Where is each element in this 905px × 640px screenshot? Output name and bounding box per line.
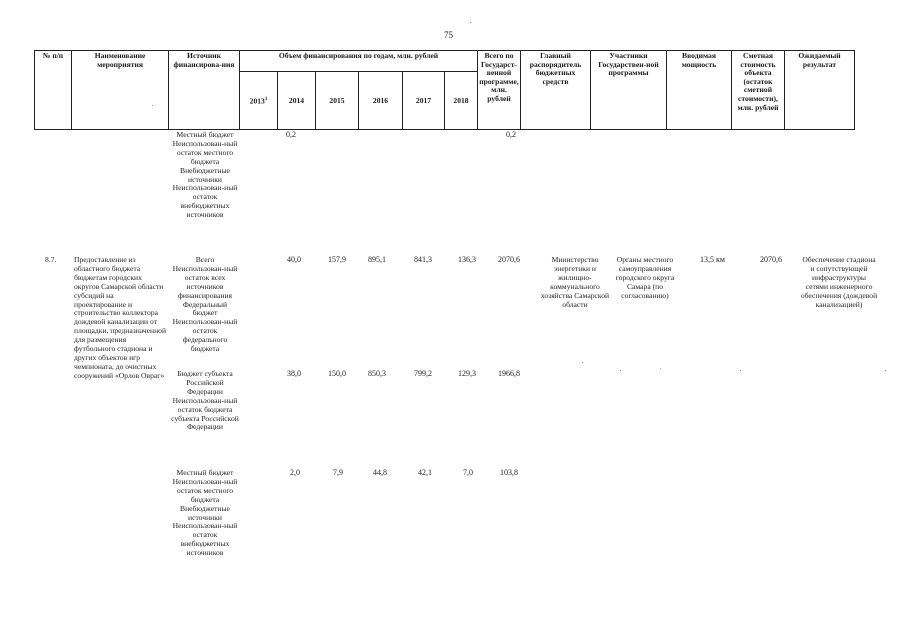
- prev-source-item: Неиспользован-ный остаток местного бюджета: [172, 138, 238, 166]
- row-2-value-2014: 38,0: [287, 369, 301, 378]
- row-1-value-2016: 895,1: [368, 255, 386, 264]
- item-participants: Органы местного самоуправления городского округа Самара (по согласованию): [615, 255, 675, 300]
- prev-source-item: Неиспользован-ный остаток внебюджетных источников: [172, 183, 238, 220]
- row-3-value-2014: 2,0: [290, 468, 300, 477]
- row-3-value-2015: 7,9: [333, 468, 343, 477]
- item-result: Обеспечение стадиона и сопутствующей инфраструктуры сетями инженерного обеспечения (дождевой канализацией): [800, 255, 878, 309]
- scan-speck: [582, 362, 583, 363]
- row-1-value-2018: 136,3: [458, 255, 476, 264]
- row-1-value-2017: 841,3: [414, 255, 432, 264]
- scan-speck: [740, 370, 741, 371]
- col-header-total: Всего по Государст-венной программе, млн. рублей: [478, 51, 521, 130]
- col-header-capacity: Вводимая мощность: [667, 51, 732, 130]
- prev-source-list: [170, 131, 240, 220]
- col-header-year-2013: 2013$^1$: [240, 72, 278, 130]
- row-2-value-2016: 850,3: [368, 369, 386, 378]
- table-header: [34, 50, 855, 130]
- row-3-value-2016: 44,8: [373, 468, 387, 477]
- row-2-total: 1966,8: [498, 369, 520, 378]
- col-header-num: № п/п: [35, 51, 72, 130]
- page-number: 75: [444, 30, 453, 40]
- scan-speck: [152, 105, 153, 106]
- row-1-total: 2070,6: [498, 255, 520, 264]
- scan-speck: [660, 368, 661, 369]
- row-2-value-2015: 150,0: [328, 369, 346, 378]
- col-header-year-2018: 2018: [445, 72, 478, 130]
- col-header-estimate: Сметная стоимость объекта (остаток сметной стоимости), млн. рублей: [732, 51, 785, 130]
- col-header-manager: Главный распорядитель бюджетных средств: [521, 51, 591, 130]
- row-1-value-2015: 157,9: [328, 255, 346, 264]
- col-header-year-2014: 2014: [278, 72, 316, 130]
- col-header-year-2015: 2015: [316, 72, 359, 130]
- row-1-source: Всего Неиспользован-ный остаток всех источников финансирования Федеральный бюджет Неиспользован-ный остаток федерального бюджета: [172, 255, 238, 354]
- item-estimate: 2070,6: [760, 255, 782, 264]
- row-3-value-2018: 7,0: [463, 468, 473, 477]
- row-3-value-2017: 42,1: [418, 468, 432, 477]
- scan-speck: [470, 22, 471, 23]
- col-header-result: Ожидаемый результат: [785, 51, 855, 130]
- col-header-year-2017: 2017: [403, 72, 445, 130]
- prev-source-item: Местный бюджет: [176, 130, 234, 139]
- col-header-year-2016: 2016: [359, 72, 403, 130]
- item-name: Предоставление из областного бюджета бюджетам городских округов Самарской области субсидий на проектирование и строительство коллектора дождевой канализации от площадки, предназначенной для размещения футбольного стадиона и других объектов игр чемпионата, до очистных сооружений «Орлов Овраг»: [74, 255, 167, 380]
- prev-value-total: 0,2: [506, 130, 516, 139]
- col-header-source: Источник финансирова-ния: [169, 51, 240, 130]
- row-3-total: 103,8: [500, 468, 518, 477]
- col-header-participants: Участники Государствен-ной программы: [591, 51, 667, 130]
- prev-value-2014: 0,2: [286, 130, 296, 139]
- row-1-value-2014: 40,0: [287, 255, 301, 264]
- item-manager: Министерство энергетики и жилищно-коммунального хозяйства Самарской области: [540, 255, 610, 309]
- scan-speck: [885, 370, 886, 371]
- row-2-value-2018: 129,3: [458, 369, 476, 378]
- item-capacity: 13,5 км: [700, 255, 725, 264]
- item-number: 8.7.: [45, 255, 57, 264]
- row-3-source: Местный бюджет Неиспользован-ный остаток местного бюджета Внебюджетные источники Неиспользован-ный остаток внебюджетных источников: [172, 468, 238, 558]
- col-header-name: Наименование мероприятия: [72, 51, 169, 130]
- row-2-source: Бюджет субъекта Российской Федерации Неиспользован-ный остаток бюджета субъекта Российской Федерации: [171, 369, 239, 432]
- scan-speck: [620, 370, 621, 371]
- col-header-volume: Объем финансирования по годам, млн. рублей: [240, 51, 478, 72]
- prev-source-item: Внебюджетные источники: [180, 165, 230, 184]
- row-2-value-2017: 799,2: [414, 369, 432, 378]
